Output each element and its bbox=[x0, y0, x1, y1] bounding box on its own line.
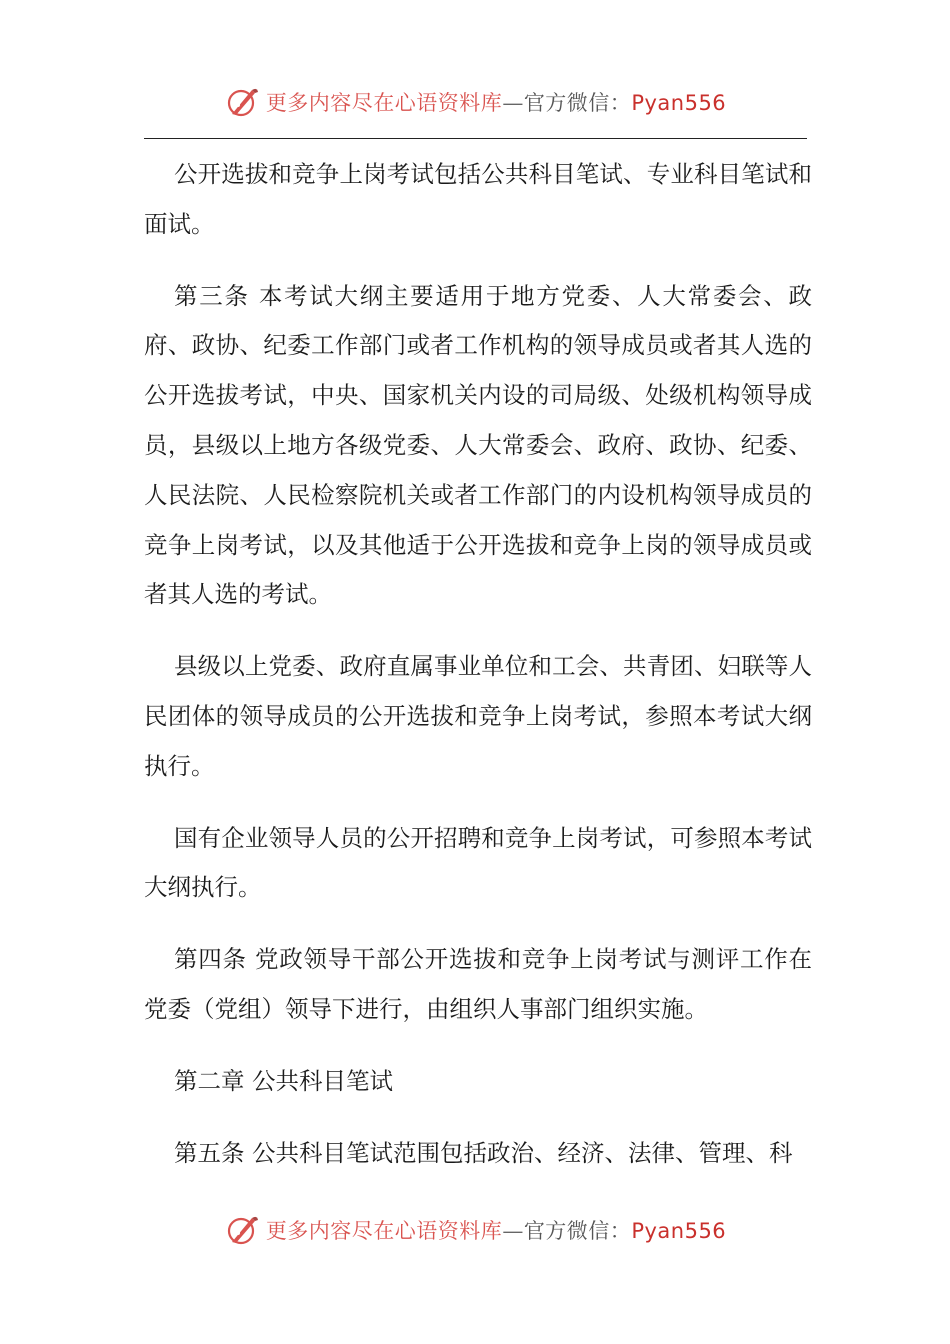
paragraph: 县级以上党委、政府直属事业单位和工会、共青团、妇联等人民团体的领导成员的公开选拔和竞争上岗考试，参照本考试大纲执行。 bbox=[144, 652, 812, 780]
header-watermark bbox=[0, 84, 950, 120]
watermark-contact: 官方微信： bbox=[523, 1219, 632, 1243]
watermark-contact: 官方微信： bbox=[523, 91, 632, 115]
footer-watermark bbox=[0, 1212, 950, 1248]
watermark-handle: Pyan556 bbox=[631, 1219, 727, 1243]
watermark-main: 更多内容尽在心语资料库 bbox=[265, 1219, 503, 1243]
paragraph: 第四条 党政领导干部公开选拔和竞争上岗考试与测评工作在党委（党组）领导下进行，由组织人事部门组织实施。 bbox=[144, 945, 812, 1023]
document-body bbox=[144, 150, 812, 1200]
paragraph: 国有企业领导人员的公开招聘和竞争上岗考试，可参照本考试大纲执行。 bbox=[144, 823, 812, 902]
paragraph: 第三条 本考试大纲主要适用于地方党委、人大常委会、政府、政协、纪委工作部门或者工作机构的领导成员或者其人选的公开选拔考试，中央、国家机关内设的司局级、处级机构领导成员，县级以上地方各级党委、人大常委会、政府、政协、纪委、人民法院、人民检察院机关或者工作部门的内设机构领导成员的竞争上岗考试，以及其他适于公开选拔和竞争上岗的领导成员或者其人选的考试。 bbox=[144, 281, 812, 609]
quill-logo-icon bbox=[224, 1212, 260, 1248]
watermark-handle: Pyan556 bbox=[631, 91, 727, 115]
watermark-dash: — bbox=[502, 1219, 524, 1243]
paragraph: 公开选拔和竞争上岗考试包括公共科目笔试、专业科目笔试和面试。 bbox=[144, 160, 812, 238]
watermark-text bbox=[266, 87, 726, 117]
header-divider bbox=[144, 138, 807, 139]
paragraph: 第五条 公共科目笔试范围包括政治、经济、法律、管理、科 bbox=[174, 1138, 793, 1167]
watermark-text bbox=[266, 1215, 726, 1245]
quill-logo-icon bbox=[224, 84, 260, 120]
chapter-heading: 第二章 公共科目笔试 bbox=[174, 1066, 393, 1095]
watermark-main: 更多内容尽在心语资料库 bbox=[265, 91, 503, 115]
watermark-dash: — bbox=[502, 91, 524, 115]
